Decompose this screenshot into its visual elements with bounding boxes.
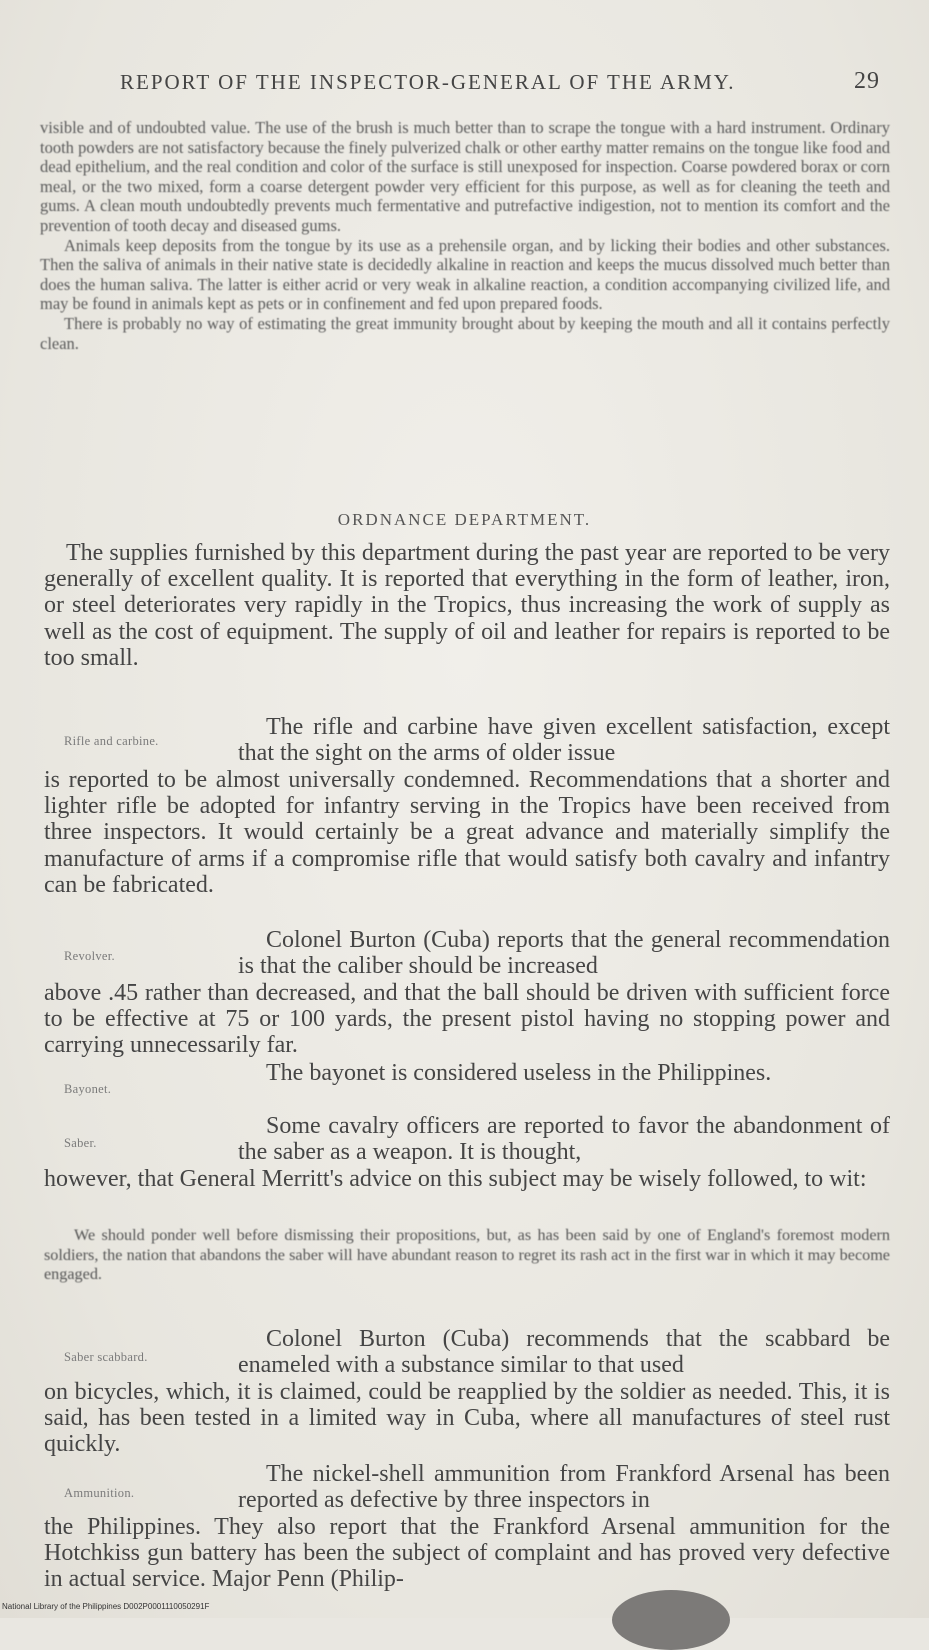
small-text-block bbox=[40, 118, 890, 353]
margin-note-scabbard: Saber scabbard. bbox=[64, 1350, 148, 1364]
margin-note-saber: Saber. bbox=[64, 1136, 97, 1150]
ammunition-rest: the Philippines. They also report that the Frankford Arsenal ammunition for the Hotchkiss gun battery has been the subject of complaint and has proved very defective in actual service. Major Penn (Philip- bbox=[44, 1514, 890, 1593]
scan-footer: National Library of the Philippines D002P0001110050291F bbox=[2, 1602, 210, 1611]
margin-note-bayonet: Bayonet. bbox=[64, 1082, 112, 1096]
saber-lead: Some cavalry officers are reported to favor the abandonment of the saber as a weapon. It is thought, bbox=[238, 1113, 890, 1166]
margin-note-revolver: Revolver. bbox=[64, 949, 115, 963]
revolver-rest: above .45 rather than decreased, and that the ball should be driven with sufficient force to be effective at 75 or 100 yards, the present pistol having no stopping power and carrying unnecessarily far. bbox=[44, 980, 890, 1059]
margin-note-ammunition: Ammunition. bbox=[64, 1486, 135, 1500]
page-number: 29 bbox=[854, 68, 880, 94]
ammunition-lead: The nickel-shell ammunition from Frankford Arsenal has been reported as defective by three inspectors in bbox=[238, 1461, 890, 1514]
running-head bbox=[120, 70, 880, 100]
paragraph-tooth-cleaning: visible and of undoubted value. The use of the brush is much better than to scrape the tongue with a hard instrument. Ordinary tooth powders are not satisfactory because the finely pulverized chalk or other earthy matter remains on the tongue like food and dead epithelium, and the real condition and color of the surface is still unexposed for inspection. Coarse powdered borax or corn meal, or the two mixed, form a coarse detergent powder very efficient for this purpose, as well as for cleaning the teeth and gums. A clean mouth undoubtedly prevents much fermentative and putrefactive indigestion, not to mention its comfort and the prevention of tooth decay and diseased gums. bbox=[40, 118, 890, 235]
saber-rest: however, that General Merritt's advice on this subject may be wisely followed, to wit: bbox=[44, 1166, 867, 1192]
block-quote: We should ponder well before dismissing their propositions, but, as has been said by one of England's foremost modern soldiers, the nation that abandons the saber will have abundant reason to regret its rash act in the first war in which it may become engaged. bbox=[44, 1226, 890, 1283]
section-heading: ORDNANCE DEPARTMENT. bbox=[337, 510, 592, 529]
paragraph-animals: Animals keep deposits from the tongue by its use as a prehensile organ, and by licking their bodies and other substances. Then the saliva of animals in their native state is decidedly alkaline in reaction and keeps the mucus dissolved much better than does the human saliva. The latter is either acrid or very weak in alkaline reaction, a condition accompanying civilized life, and may be found in animals kept as pets or in confinement and fed upon prepared foods. bbox=[40, 235, 890, 314]
paragraph-immunity: There is probably no way of estimating the great immunity brought about by keeping the mouth and all it contains perfectly clean. bbox=[40, 313, 890, 353]
ordnance-intro: The supplies furnished by this department during the past year are reported to be very generally of excellent quality. It is reported that everything in the form of leather, iron, or steel deteriorates very rapidly in the Tropics, thus increasing the work of supply as well as the cost of equipment. The supply of oil and leather for repairs is reported to be too small. bbox=[44, 540, 890, 671]
scabbard-rest: on bicycles, which, it is claimed, could be reapplied by the soldier as needed. This, it is said, has been tested in a limited way in Cuba, where all manufactures of steel rust quickly. bbox=[44, 1379, 890, 1458]
running-head-title: REPORT OF THE INSPECTOR-GENERAL OF THE ARMY. bbox=[120, 70, 736, 94]
scan-thumb-shadow bbox=[612, 1590, 730, 1650]
rifle-rest: is reported to be almost universally condemned. Recommendations that a shorter and lighter rifle be adopted for infantry serving in the Tropics have been received from three inspectors. It would certainly be a great advance and materially simplify the manufacture of arms if a compromise rifle that would satisfy both cavalry and infantry can be fabricated. bbox=[44, 767, 890, 898]
bayonet-paragraph: The bayonet is considered useless in the Philippines. bbox=[266, 1060, 772, 1086]
rifle-lead: The rifle and carbine have given excellent satisfaction, except that the sight on the arms of older issue bbox=[238, 714, 890, 767]
revolver-lead: Colonel Burton (Cuba) reports that the general recommendation is that the caliber should be increased bbox=[238, 927, 890, 980]
margin-note-rifle: Rifle and carbine. bbox=[64, 734, 159, 748]
scabbard-lead: Colonel Burton (Cuba) recommends that the scabbard be enameled with a substance similar to that used bbox=[238, 1326, 890, 1379]
